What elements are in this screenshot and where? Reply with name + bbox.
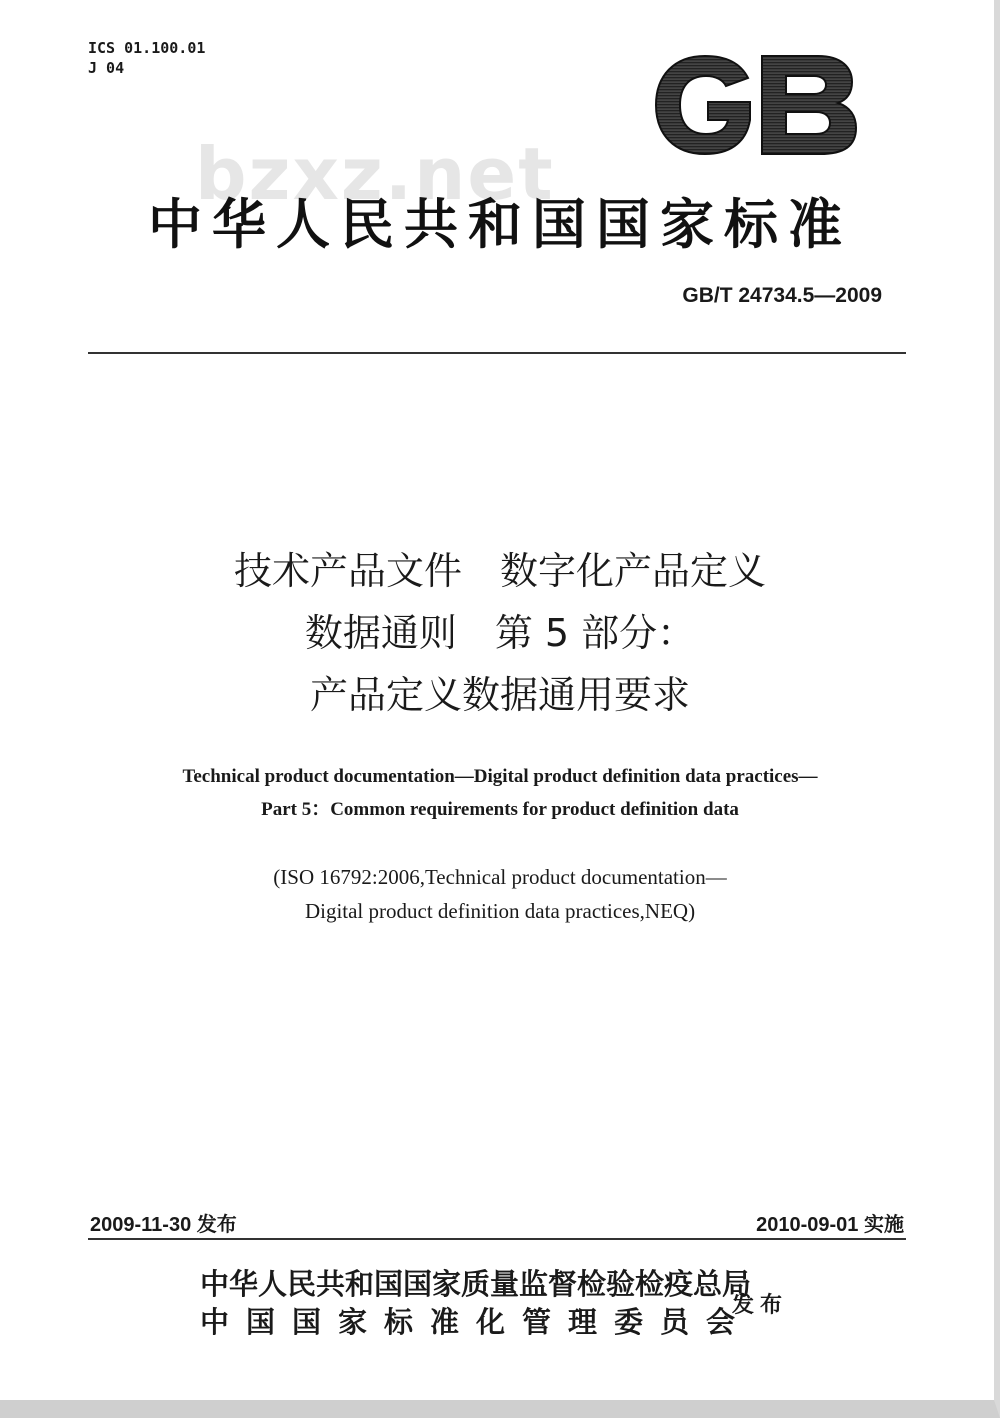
publish-label: 发布 <box>732 1293 789 1318</box>
chinese-title-line-1: 技术产品文件 数字化产品定义 <box>233 549 766 593</box>
gb-logo <box>650 50 860 160</box>
english-title-line-1: Technical product documentation—Digital product definition data practices— <box>182 766 818 787</box>
issuer-sac: 中国国家标准化管理委员会 <box>200 1305 753 1339</box>
national-standard-title: 中华人民共和国国家标准 <box>148 192 852 256</box>
classification-codes <box>88 38 205 78</box>
ccs-code: J 04 <box>88 59 125 77</box>
chinese-title-line-3: 产品定义数据通用要求 <box>309 673 690 717</box>
standard-number: GB/T 24734.5—2009 <box>682 284 882 307</box>
iso-reference-line-1: (ISO 16792:2006,Technical product documentation— <box>273 865 727 889</box>
chinese-title <box>0 540 1000 726</box>
chinese-title-line-2: 数据通则 第 5 部分： <box>304 611 696 655</box>
ics-code: ICS 01.100.01 <box>88 39 206 57</box>
top-divider <box>88 352 906 354</box>
iso-reference-line-2: Digital product definition data practices,NEQ) <box>304 899 696 923</box>
issuing-authorities <box>200 1265 752 1341</box>
bottom-divider <box>88 1238 906 1240</box>
issuer-aqsiq: 中华人民共和国国家质量监督检验检疫总局 <box>200 1267 752 1301</box>
watermark-text: bzxz.net <box>195 132 555 216</box>
english-title-line-2: Part 5：Common requirements for product definition data <box>261 799 739 820</box>
english-title <box>0 760 1000 826</box>
issue-date: 2009-11-30 发布 <box>90 1214 237 1236</box>
iso-reference <box>0 860 1000 928</box>
implementation-date: 2010-09-01 实施 <box>756 1214 904 1236</box>
